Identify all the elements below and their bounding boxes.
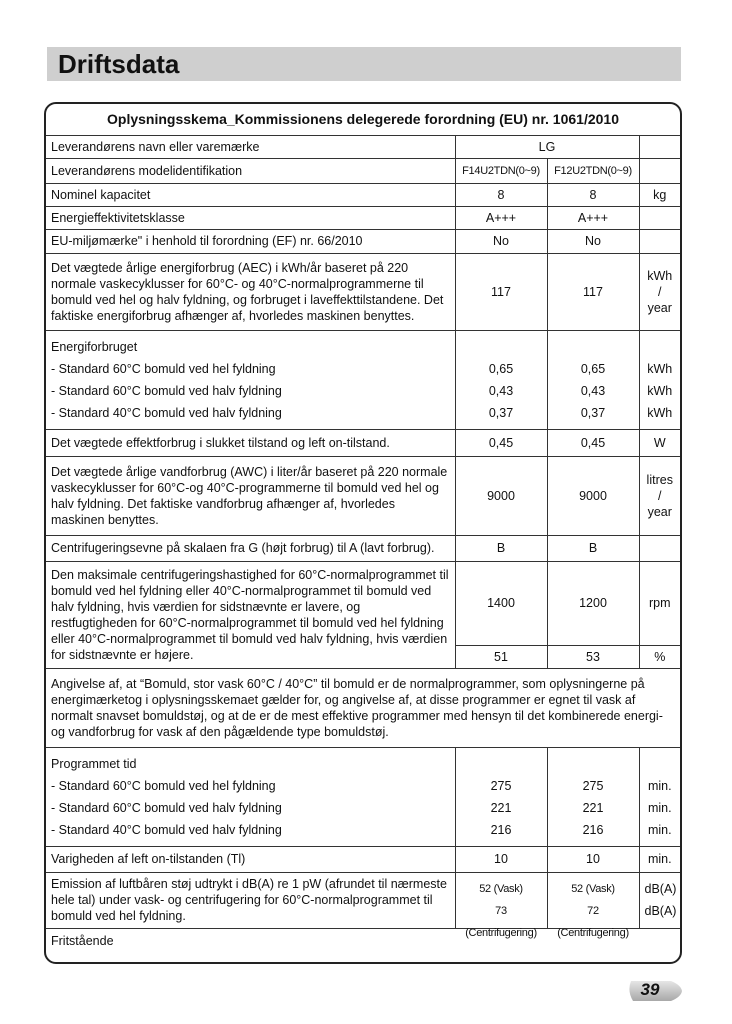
eco-label-m2: No [547,229,639,253]
product-fiche [44,102,682,964]
program-time-units [639,747,680,846]
aec-label: Det vægtede årlige energiforbrug (AEC) i kWh/år baseret på 220 normale vaskecyklusser for 60°C- og 40°C-normalprogrammerne til bomuld ved hel og halv fyldning, og forbruget i laveffekttilstandene. Det faktiske energiforbrug afhænger af, hvorledes maskinen benyttes. [46,253,455,330]
power-off-label: Det vægtede effektforbrug i slukket tilstand og left on-tilstand. [46,429,455,456]
program-time-item-2-label: - Standard 60°C bomuld ved halv fyldning [51,800,282,815]
power-off-m2: 0,45 [547,429,639,456]
power-off-unit: W [639,429,680,456]
program-time-heading: Programmet tid [51,756,137,771]
left-on-m1: 10 [455,846,547,872]
program-time-row [46,747,680,846]
left-on-label: Varigheden af left on-tilstanden (Tl) [46,846,455,872]
program-time-item-2-m2: 221 [582,800,604,815]
awc-row [46,456,680,535]
model-label: Leverandørens modelidentifikation [46,158,455,183]
spin-class-m1: B [455,535,547,561]
awc-m2: 9000 [547,456,639,535]
program-time-item-2-unit: min. [647,800,672,815]
model-unit [639,158,680,183]
energy-use-item-1-unit: kWh [647,361,673,376]
spin-speed-label: Den maksimale centrifugeringshastighed for 60°C-normalprogrammet til bomuld ved hel fyldning eller 40°C-normalprogrammet til bomuld ved halv fyldning, hvis værdien for sidstnævnte er lavere, og restfugtigheden for 60°C-normalprogrammet til bomuld ved hel fyldning eller 40°C-normalprogrammet til bomuld ved halv fyldning, hvis værdien for sidstnævnte er højere. [46,561,455,668]
energy-class-row [46,206,680,229]
aec-m1: 117 [455,253,547,330]
supplier-value: LG [455,135,639,158]
energy-use-item-2-unit: kWh [647,383,673,398]
supplier-unit [639,135,680,158]
noise-row [46,872,680,928]
energy-class-m1: A+++ [455,206,547,229]
aec-row [46,253,680,330]
program-time-item-1-m2: 275 [582,778,604,793]
left-on-m2: 10 [547,846,639,872]
model-1: F14U2TDN(0~9) [455,158,547,183]
program-time-item-3-m1: 216 [490,822,512,837]
moisture-m2: 53 [547,645,639,668]
energy-class-unit [639,206,680,229]
power-off-row [46,429,680,456]
eco-label-unit [639,229,680,253]
energy-use-m2 [547,330,639,429]
awc-m1: 9000 [455,456,547,535]
program-time-item-3-unit: min. [647,822,672,837]
spin-speed-m1: 1400 [455,561,547,645]
spin-class-row [46,535,680,561]
energy-use-row [46,330,680,429]
spin-speed-unit: rpm [639,561,680,645]
aec-m2: 117 [547,253,639,330]
energy-use-item-3-unit: kWh [647,405,673,420]
normal-program-note: Angivelse af, at “Bomuld, stor vask 60°C / 40°C” til bomuld er de normalprogrammer, som oplysningerne på energimærketog i oplysningsskemaet gælder for, og angivelse af, at disse programmer er egnet til vask af normalt snavset bomuldstøj, og at de er de mest effektive programmer med hensyn til det kombinerede energi- og vandforbrug for vask af den pågældende type bomuldstøj. [46,668,680,747]
noise-spin-unit: dB(A) [644,904,677,918]
power-off-m1: 0,45 [455,429,547,456]
program-time-item-2-m1: 221 [490,800,512,815]
energy-use-item-2-label: - Standard 60°C bomuld ved halv fyldning [51,383,282,398]
spin-speed-m2: 1200 [547,561,639,645]
energy-use-labels [46,330,455,429]
energy-use-heading: Energiforbruget [51,339,138,354]
capacity-unit: kg [639,183,680,206]
model-row [46,158,680,183]
spin-class-label: Centrifugeringsevne på skalaen fra G (højt forbrug) til A (lavt forbrug). [46,535,455,561]
noise-units [639,872,680,928]
noise-spin-m1: 73 (Centrifugering) [465,905,537,939]
program-time-item-1-unit: min. [647,778,672,793]
moisture-m1: 51 [455,645,547,668]
eco-label-m1: No [455,229,547,253]
fiche-table [46,104,680,953]
eco-label-label: EU-miljømærke" i henhold til forordning (EF) nr. 66/2010 [46,229,455,253]
energy-use-item-1-label: - Standard 60°C bomuld ved hel fyldning [51,361,276,376]
title-row [46,104,680,135]
capacity-m2: 8 [547,183,639,206]
capacity-row [46,183,680,206]
awc-unit: litres / year [639,456,680,535]
left-on-unit: min. [639,846,680,872]
energy-class-m2: A+++ [547,206,639,229]
spin-class-unit [639,535,680,561]
energy-use-item-3-m2: 0,37 [580,405,606,420]
supplier-label: Leverandørens navn eller varemærke [46,135,455,158]
section-title: Driftsdata [58,49,180,79]
noise-m1 [455,872,547,939]
left-on-row [46,846,680,872]
program-time-m1 [455,747,547,846]
energy-use-item-2-m2: 0,43 [580,383,606,398]
energy-use-item-1-m2: 0,65 [580,361,606,376]
energy-use-item-1-m1: 0,65 [488,361,514,376]
eco-label-row [46,229,680,253]
program-time-m2 [547,747,639,846]
section-header [47,47,681,81]
noise-wash-m2: 52 (Vask) [571,883,615,895]
noise-spin-m2: 72 (Centrifugering) [557,905,629,939]
spin-speed-row [46,561,680,645]
spin-class-m2: B [547,535,639,561]
program-time-labels [46,747,455,846]
program-time-item-1-m1: 275 [490,778,512,793]
note-row [46,668,680,747]
program-time-item-3-m2: 216 [582,822,604,837]
capacity-label: Nominel kapacitet [46,183,455,206]
capacity-m1: 8 [455,183,547,206]
model-2: F12U2TDN(0~9) [547,158,639,183]
aec-unit: kWh / year [639,253,680,330]
awc-label: Det vægtede årlige vandforbrug (AWC) i liter/år baseret på 220 normale vaskecyklusser for 60°C-og 40°C-programmerne til bomuld ved hel og halv fyldning. Det faktiske vandforbrug afhænger af, hvorledes maskinen benyttes. [46,456,455,535]
energy-use-units [639,330,680,429]
moisture-unit: % [639,645,680,668]
noise-wash-unit: dB(A) [644,882,677,896]
program-time-item-1-label: - Standard 60°C bomuld ved hel fyldning [51,778,276,793]
page-number: 39 [640,980,660,999]
freestanding-label: Fritstående [46,928,680,953]
energy-use-item-3-m1: 0,37 [488,405,514,420]
supplier-row [46,135,680,158]
energy-class-label: Energieffektivitetsklasse [46,206,455,229]
page-number-badge [627,977,683,1005]
program-time-item-3-label: - Standard 40°C bomuld ved halv fyldning [51,822,282,837]
noise-wash-m1: 52 (Vask) [479,883,523,895]
energy-use-m1 [455,330,547,429]
table-title: Oplysningsskema_Kommissionens delegerede forordning (EU) nr. 1061/2010 [46,104,680,135]
noise-m2 [547,872,639,939]
energy-use-item-3-label: - Standard 40°C bomuld ved halv fyldning [51,405,282,420]
noise-label: Emission af luftbåren støj udtrykt i dB(A) re 1 pW (afrundet til nærmeste hele tal) under vask- og centrifugering for 60°C-normalprogrammet til bomuld ved hel fyldning. [46,872,455,928]
energy-use-item-2-m1: 0,43 [488,383,514,398]
